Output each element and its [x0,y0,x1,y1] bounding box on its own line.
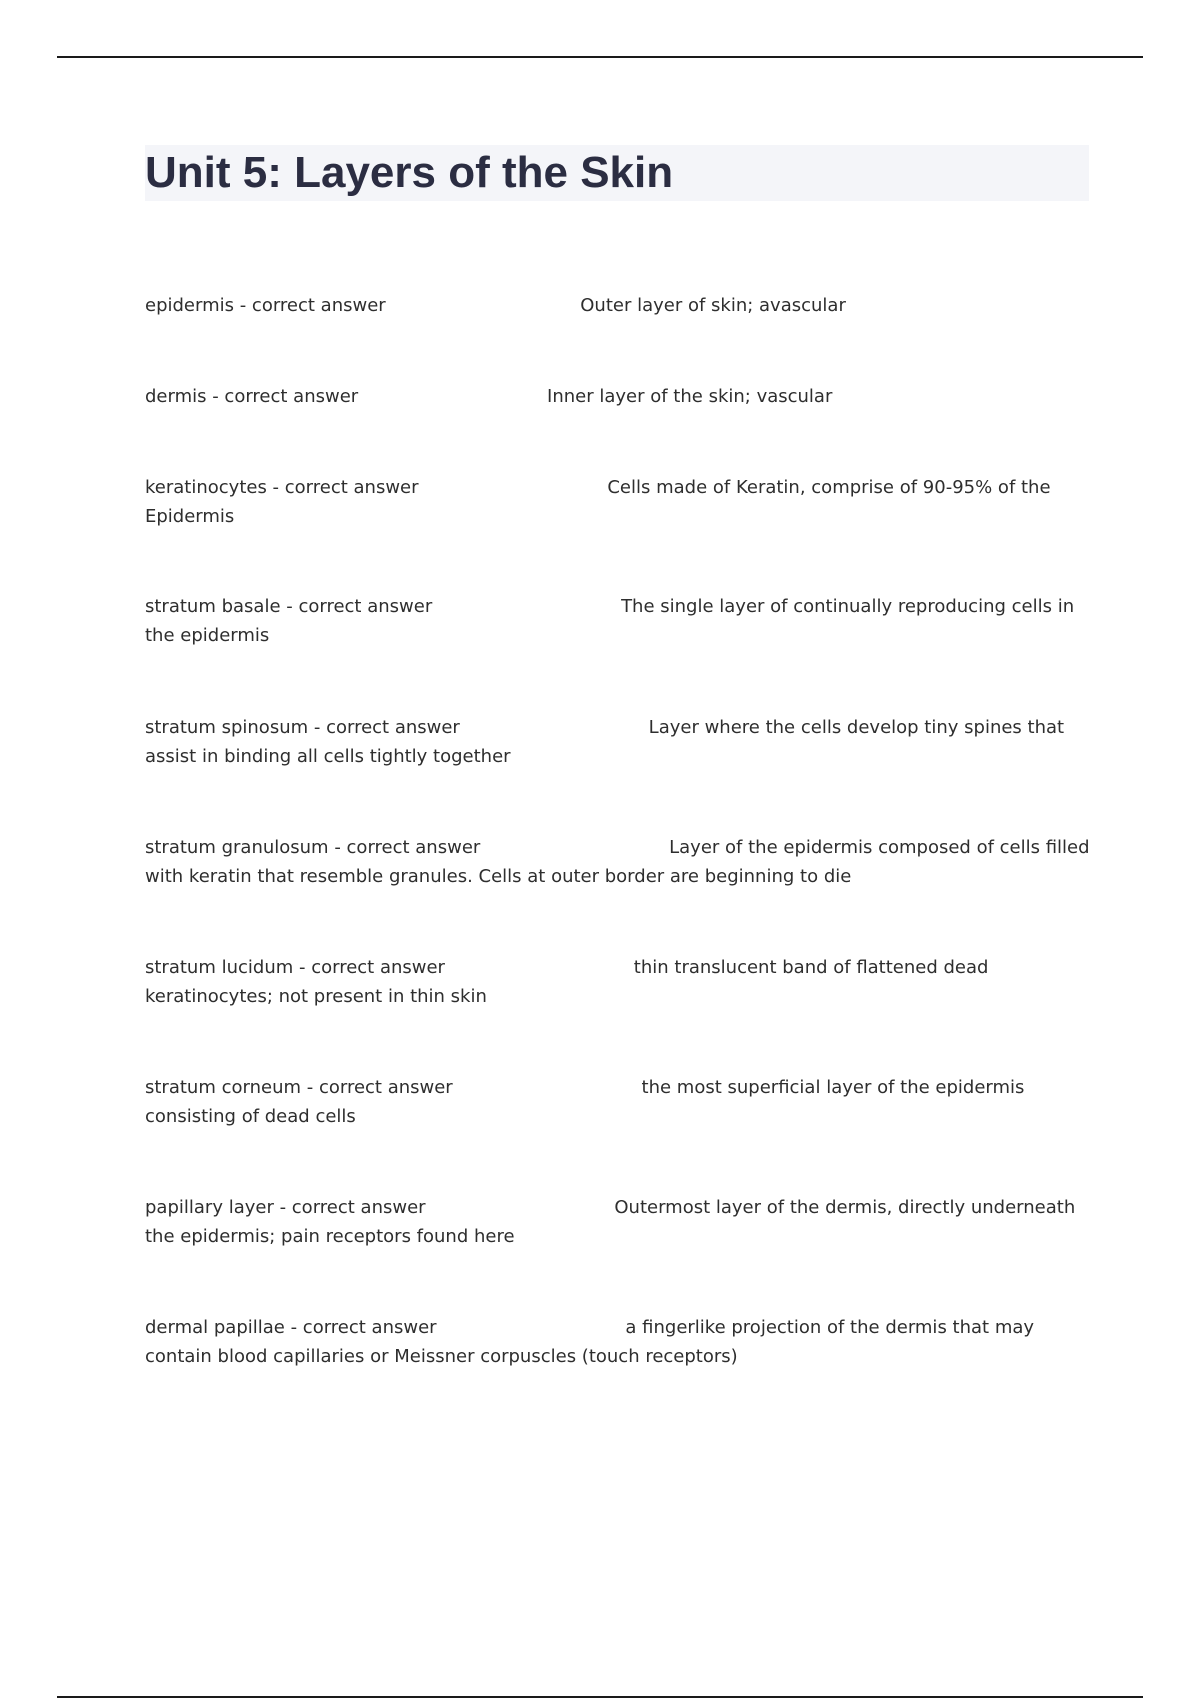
card-definition: the most superficial layer of the epidermis consisting of dead cells [145,1077,1031,1127]
card-term: epidermis - correct answer [145,295,386,316]
card-definition: Inner layer of the skin; vascular [547,386,833,407]
flashcard [145,713,1095,771]
card-term: keratinocytes - correct answer [145,477,419,498]
card-term: dermal papillae - correct answer [145,1317,437,1338]
card-definition: Layer of the epidermis composed of cells filled with keratin that resemble granules. Cells at outer border are beginning to die [145,837,1096,887]
card-definition: The single layer of continually reproducing cells in the epidermis [145,596,1080,646]
card-definition: Cells made of Keratin, comprise of 90-95% of the Epidermis [145,477,1057,527]
card-term: stratum granulosum - correct answer [145,837,481,858]
flashcard [145,592,1095,650]
flashcard [145,953,1095,1011]
card-definition: Outermost layer of the dermis, directly underneath the epidermis; pain receptors found here [145,1197,1081,1247]
flashcard [145,833,1095,891]
flashcard [145,382,1095,411]
card-term: stratum basale - correct answer [145,596,433,617]
card-definition: Layer where the cells develop tiny spines that assist in binding all cells tightly together [145,717,1070,767]
card-term: stratum spinosum - correct answer [145,717,460,738]
card-term: dermis - correct answer [145,386,359,407]
flashcard [145,1193,1095,1251]
page-title: Unit 5: Layers of the Skin [145,148,674,197]
flashcard [145,1313,1095,1371]
card-definition: a fingerlike projection of the dermis that may contain blood capillaries or Meissner corpuscles (touch receptors) [145,1317,1040,1367]
flashcard [145,1073,1095,1131]
flashcard [145,291,1095,320]
card-definition: Outer layer of skin; avascular [580,295,846,316]
bottom-divider [57,1696,1143,1698]
card-term: stratum lucidum - correct answer [145,957,445,978]
card-definition: thin translucent band of flattened dead keratinocytes; not present in thin skin [145,957,995,1007]
card-term: papillary layer - correct answer [145,1197,426,1218]
card-term: stratum corneum - correct answer [145,1077,453,1098]
top-divider [57,56,1143,58]
flashcard [145,473,1095,531]
